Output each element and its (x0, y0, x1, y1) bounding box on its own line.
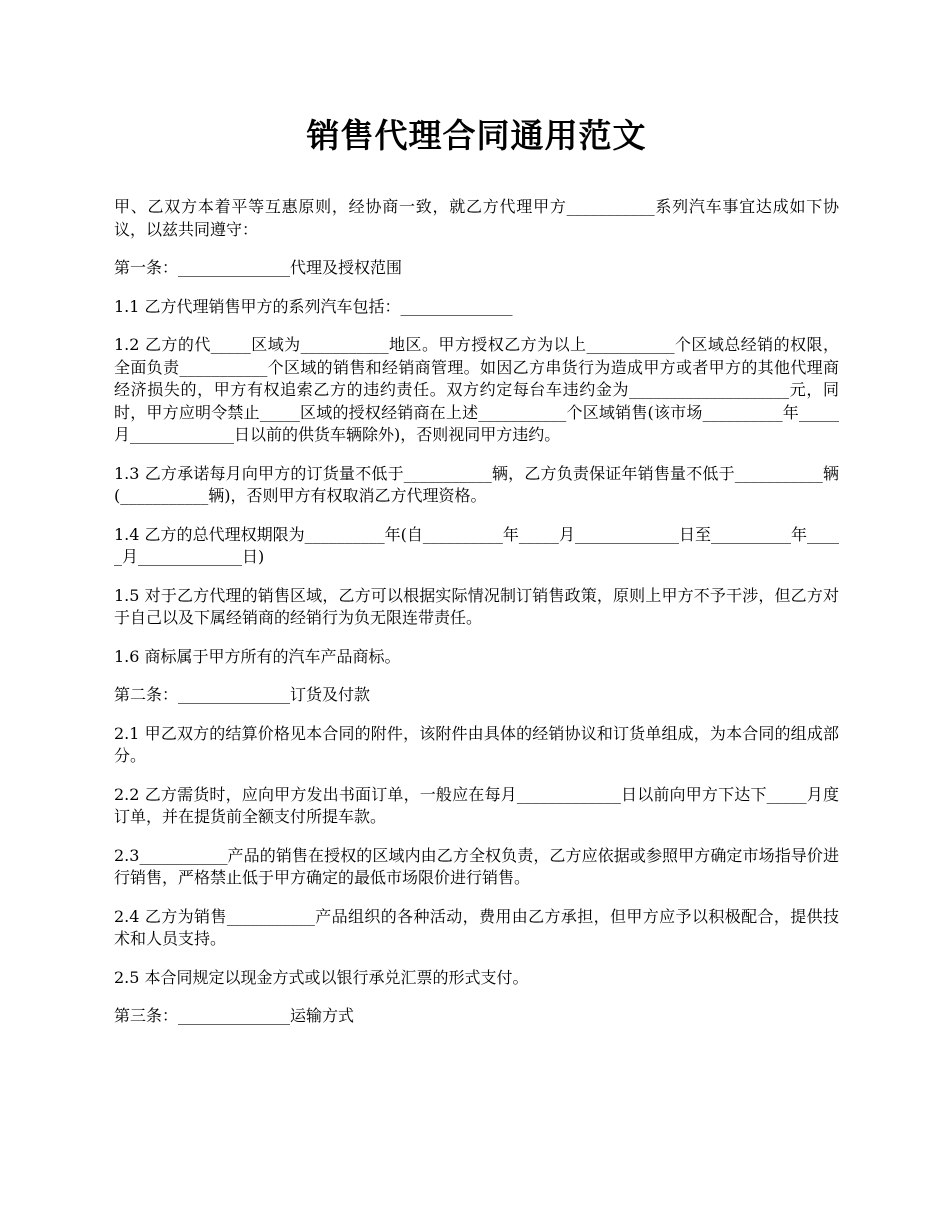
clause-1-4: 1.4 乙方的总代理权期限为__________年(自__________年_____月_____________日至__________年_____月_____________日) (114, 524, 839, 566)
clause-1-5: 1.5 对于乙方代理的销售区域，乙方可以根据实际情况制订销售政策，原则上甲方不予干涉，但乙方对于自己以及下属经销商的经销行为负无限连带责任。 (114, 585, 839, 627)
article-1-heading: 第一条：______________代理及授权范围 (114, 258, 403, 277)
clause-2-2: 2.2 乙方需货时，应向甲方发出书面订单，一般应在每月_____________日以前向甲方下达下_____月度订单，并在提货前全额支付所提车款。 (114, 784, 839, 826)
clause-2-5: 2.5 本合同规定以现金方式或以银行承兑汇票的形式支付。 (114, 967, 529, 987)
clause-1-3: 1.3 乙方承诺每月向甲方的订货量不低于___________辆，乙方负责保证年销售量不低于___________辆(___________辆)，否则甲方有权取消乙方代理资格。 (114, 463, 839, 505)
preamble-paragraph: 甲、乙双方本着平等互惠原则，经协商一致，就乙方代理甲方___________系列汽车事宜达成如下协议，以兹共同遵守： (114, 197, 839, 239)
article-3-heading: 第三条：______________运输方式 (114, 1006, 355, 1025)
clause-2-1: 2.1 甲乙双方的结算价格见本合同的附件，该附件由具体的经销协议和订货单组成，为本合同的组成部分。 (114, 723, 839, 765)
clause-2-3: 2.3___________产品的销售在授权的区域内由乙方全权负责，乙方应依据或参照甲方确定市场指导价进行销售，严格禁止低于甲方确定的最低市场限价进行销售。 (114, 845, 839, 887)
page-title: 销售代理合同通用范文 (306, 116, 647, 155)
clause-2-4: 2.4 乙方为销售___________产品组织的各种活动，费用由乙方承担，但甲方应予以积极配合，提供技术和人员支持。 (114, 906, 839, 948)
clause-1-6: 1.6 商标属于甲方所有的汽车产品商标。 (114, 646, 401, 666)
clause-1-2: 1.2 乙方的代_____区域为___________地区。甲方授权乙方为以上___________个区域总经销的权限，全面负责___________个区域的销售和经销商管理。如因乙方串货行为造成甲方或者甲方的其他代理商经济损失的，甲方有权追索乙方的违约责任。双方约定每台车违约金为____________________元，同时，甲方应明令禁止_____区域的授权经销商在上述___________个区域销售(该市场__________年_____月_____________日以前的供货车辆除外)，否则视同甲方违约。 (114, 335, 839, 444)
article-2-heading: 第二条：______________订货及付款 (114, 685, 371, 704)
document-page (114, 110, 839, 1044)
clause-1-1: 1.1 乙方代理销售甲方的系列汽车包括：______________ (114, 296, 513, 316)
